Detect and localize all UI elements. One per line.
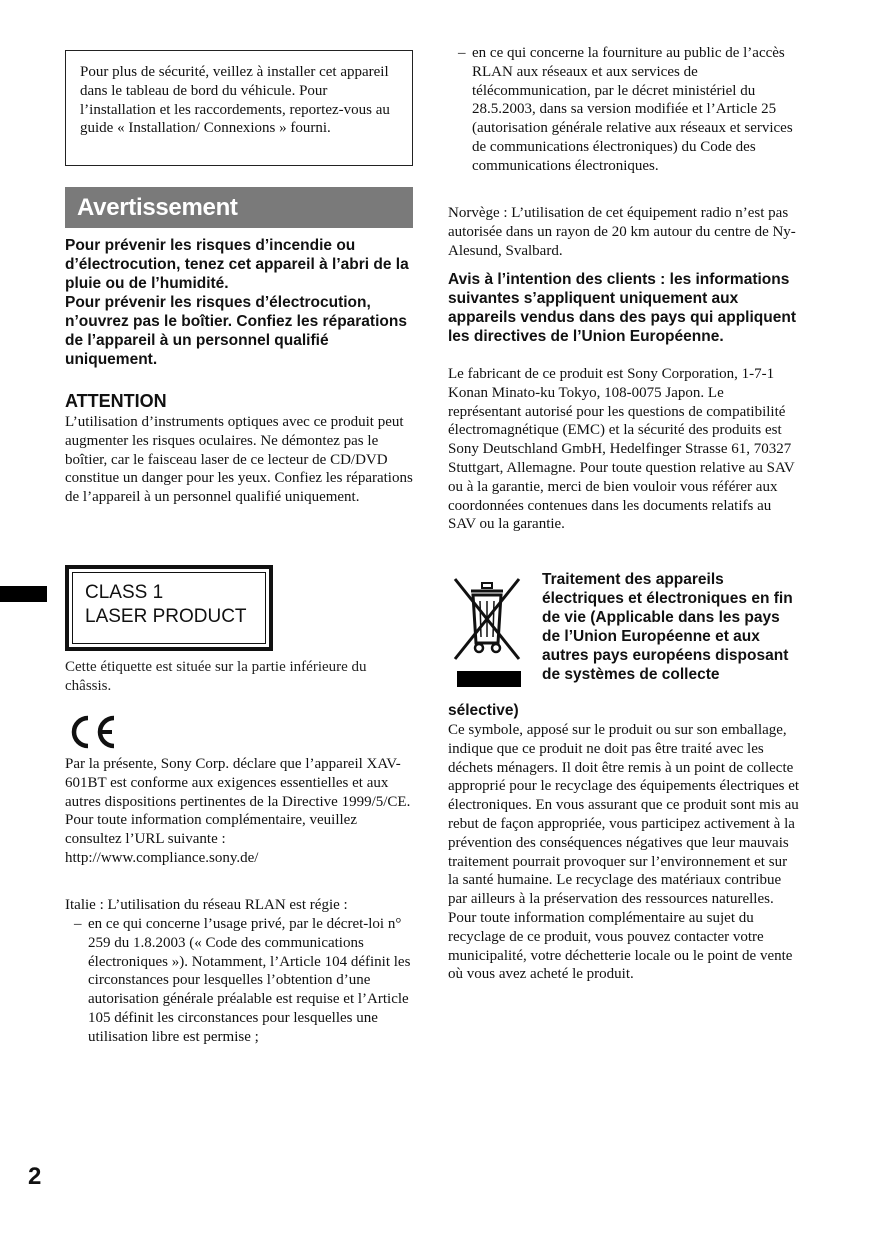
italy-item-1-text: en ce qui concerne l’usage privé, par le décret-loi n° 259 du 1.8.2003 (« Code des communications électroniques »). Notamment, l’Article 104 définit les circonstances pour lesquelles l’obtention d’une autorisation générale préalable est requise et l’Article 105 définit les circonstances pour lesquelles une utilisation libre est permise ; — [88, 916, 411, 1045]
laser-label-inner — [72, 572, 266, 644]
conformity-declaration — [65, 755, 417, 868]
conformity-text: Par la présente, Sony Corp. déclare que l’appareil XAV-601BT est conforme aux exigences essentielles et aux autres dispositions pertinentes de la Directive 1999/5/CE. — [65, 756, 411, 810]
laser-label-line-2: LASER PRODUCT — [85, 606, 247, 627]
laser-class-label — [65, 565, 273, 651]
italy-list-item-private — [74, 915, 414, 1047]
warning-title-bar — [65, 187, 413, 228]
warning-title: Avertissement — [77, 194, 238, 221]
eu-notice-text: Le fabricant de ce produit est Sony Corporation, 1-7-1 Konan Minato-ku Tokyo, 108-0075 Japon. Le représentant autorisé pour les questions de compatibilité électromagnétique (EMC) et la sécurité des produits est Sony Deutschland GmbH, Hedelfinger Strasse 61, 70327 Stuttgart, Allemagne. Pour toute question relative au SAV ou à la garantie, merci de bien vouloir vous référer aux coordonnées contenues dans les documents relatifs au SAV ou la garantie. — [448, 366, 795, 533]
norway-notice: Norvège : L’utilisation de cet équipement radio n’est pas autorisée dans un rayon de 20 km autour du centre de Ny-Alesund, Svalbard. — [448, 205, 796, 259]
weee-heading-tail: sélective) — [448, 702, 519, 719]
weee-heading: Traitement des appareils électriques et électroniques en fin de vie (Applicable dans les pays de l’Union Européenne et aux autres pays européens disposant de systèmes de collecte — [542, 571, 793, 683]
section-tab-marker — [0, 586, 47, 602]
laser-label-line-1: CLASS 1 — [85, 582, 164, 603]
italy-intro: Italie : L’utilisation du réseau RLAN est régie : — [65, 897, 348, 913]
italy-item-2-text: en ce qui concerne la fourniture au public de l’accès RLAN aux réseaux et aux services de télécommunication, par le décret ministériel du 28.5.2003, dans sa version modifiée et l’Article 25 (autorisation générale relative aux réseaux et services de communications électroniques) du Code des communications électroniques. — [472, 45, 793, 174]
page-number: 2 — [28, 1163, 42, 1190]
eu-notice-heading: Avis à l’intention des clients : les informations suivantes s’appliquent uniquement aux appareils vendus dans des pays qui appliquent les directives de l’Union Européenne. — [448, 271, 796, 345]
list-dash: – — [74, 916, 82, 932]
warning-text-shock: Pour prévenir les risques d’électrocution, n’ouvrez pas le boîtier. Confiez les réparations de l’appareil à un personnel qualifié uniquement. — [65, 294, 407, 368]
weee-text: Ce symbole, apposé sur le produit ou sur son emballage, indique que ce produit ne doit pas être traité avec les déchets ménagers. Il doit être remis à un point de collecte approprié pour le recyclage des équipements électriques et électroniques. En vous assurant que ce produit sont mis au rebut de façon appropriée, vous participez activement à la prévention des conséquences négatives que leur mauvais traitement pourrait provoquer sur l’environnement et sur la santé humaine. Le recyclage des matériaux contribue par ailleurs à la préservation des ressources naturelles. Pour toute information complémentaire au sujet du recyclage de ce produit, vous pouvez contacter votre municipalité, votre déchetterie locale ou le point de vente où vous avez acheté le produit. — [448, 722, 800, 983]
list-dash: – — [458, 45, 466, 61]
ce-mark-icon — [66, 714, 118, 750]
conformity-url-intro: Pour toute information complémentaire, veuillez consultez l’URL suivante : — [65, 812, 357, 848]
warning-text-block — [65, 236, 417, 369]
laser-label-note: Cette étiquette est située sur la partie inférieure du châssis. — [65, 659, 367, 694]
attention-heading: ATTENTION — [65, 391, 167, 411]
safety-notice-box — [65, 50, 413, 166]
bin-underline-bar — [457, 671, 521, 687]
safety-notice-text: Pour plus de sécurité, veillez à installer cet appareil dans le tableau de bord du véhicule. Pour l’installation et les raccordements, reportez-vous au guide « Installation/ Connexions » fourni. — [80, 64, 390, 137]
conformity-url: http://www.compliance.sony.de/ — [65, 849, 259, 866]
attention-text: L’utilisation d’instruments optiques avec ce produit peut augmenter les risques oculaires. Ne démontez pas le boîtier, car le faisceau laser de ce lecteur de CD/DVD constitue un danger pour les yeux. Confiez les réparations de l’appareil à un personnel qualifié uniquement. — [65, 414, 413, 506]
crossed-out-wheeled-bin-icon — [449, 573, 525, 677]
warning-text-fire: Pour prévenir les risques d’incendie ou d’électrocution, tenez cet appareil à l’abri de la pluie ou de l’humidité. — [65, 237, 409, 292]
italy-list-item-public — [458, 44, 802, 176]
